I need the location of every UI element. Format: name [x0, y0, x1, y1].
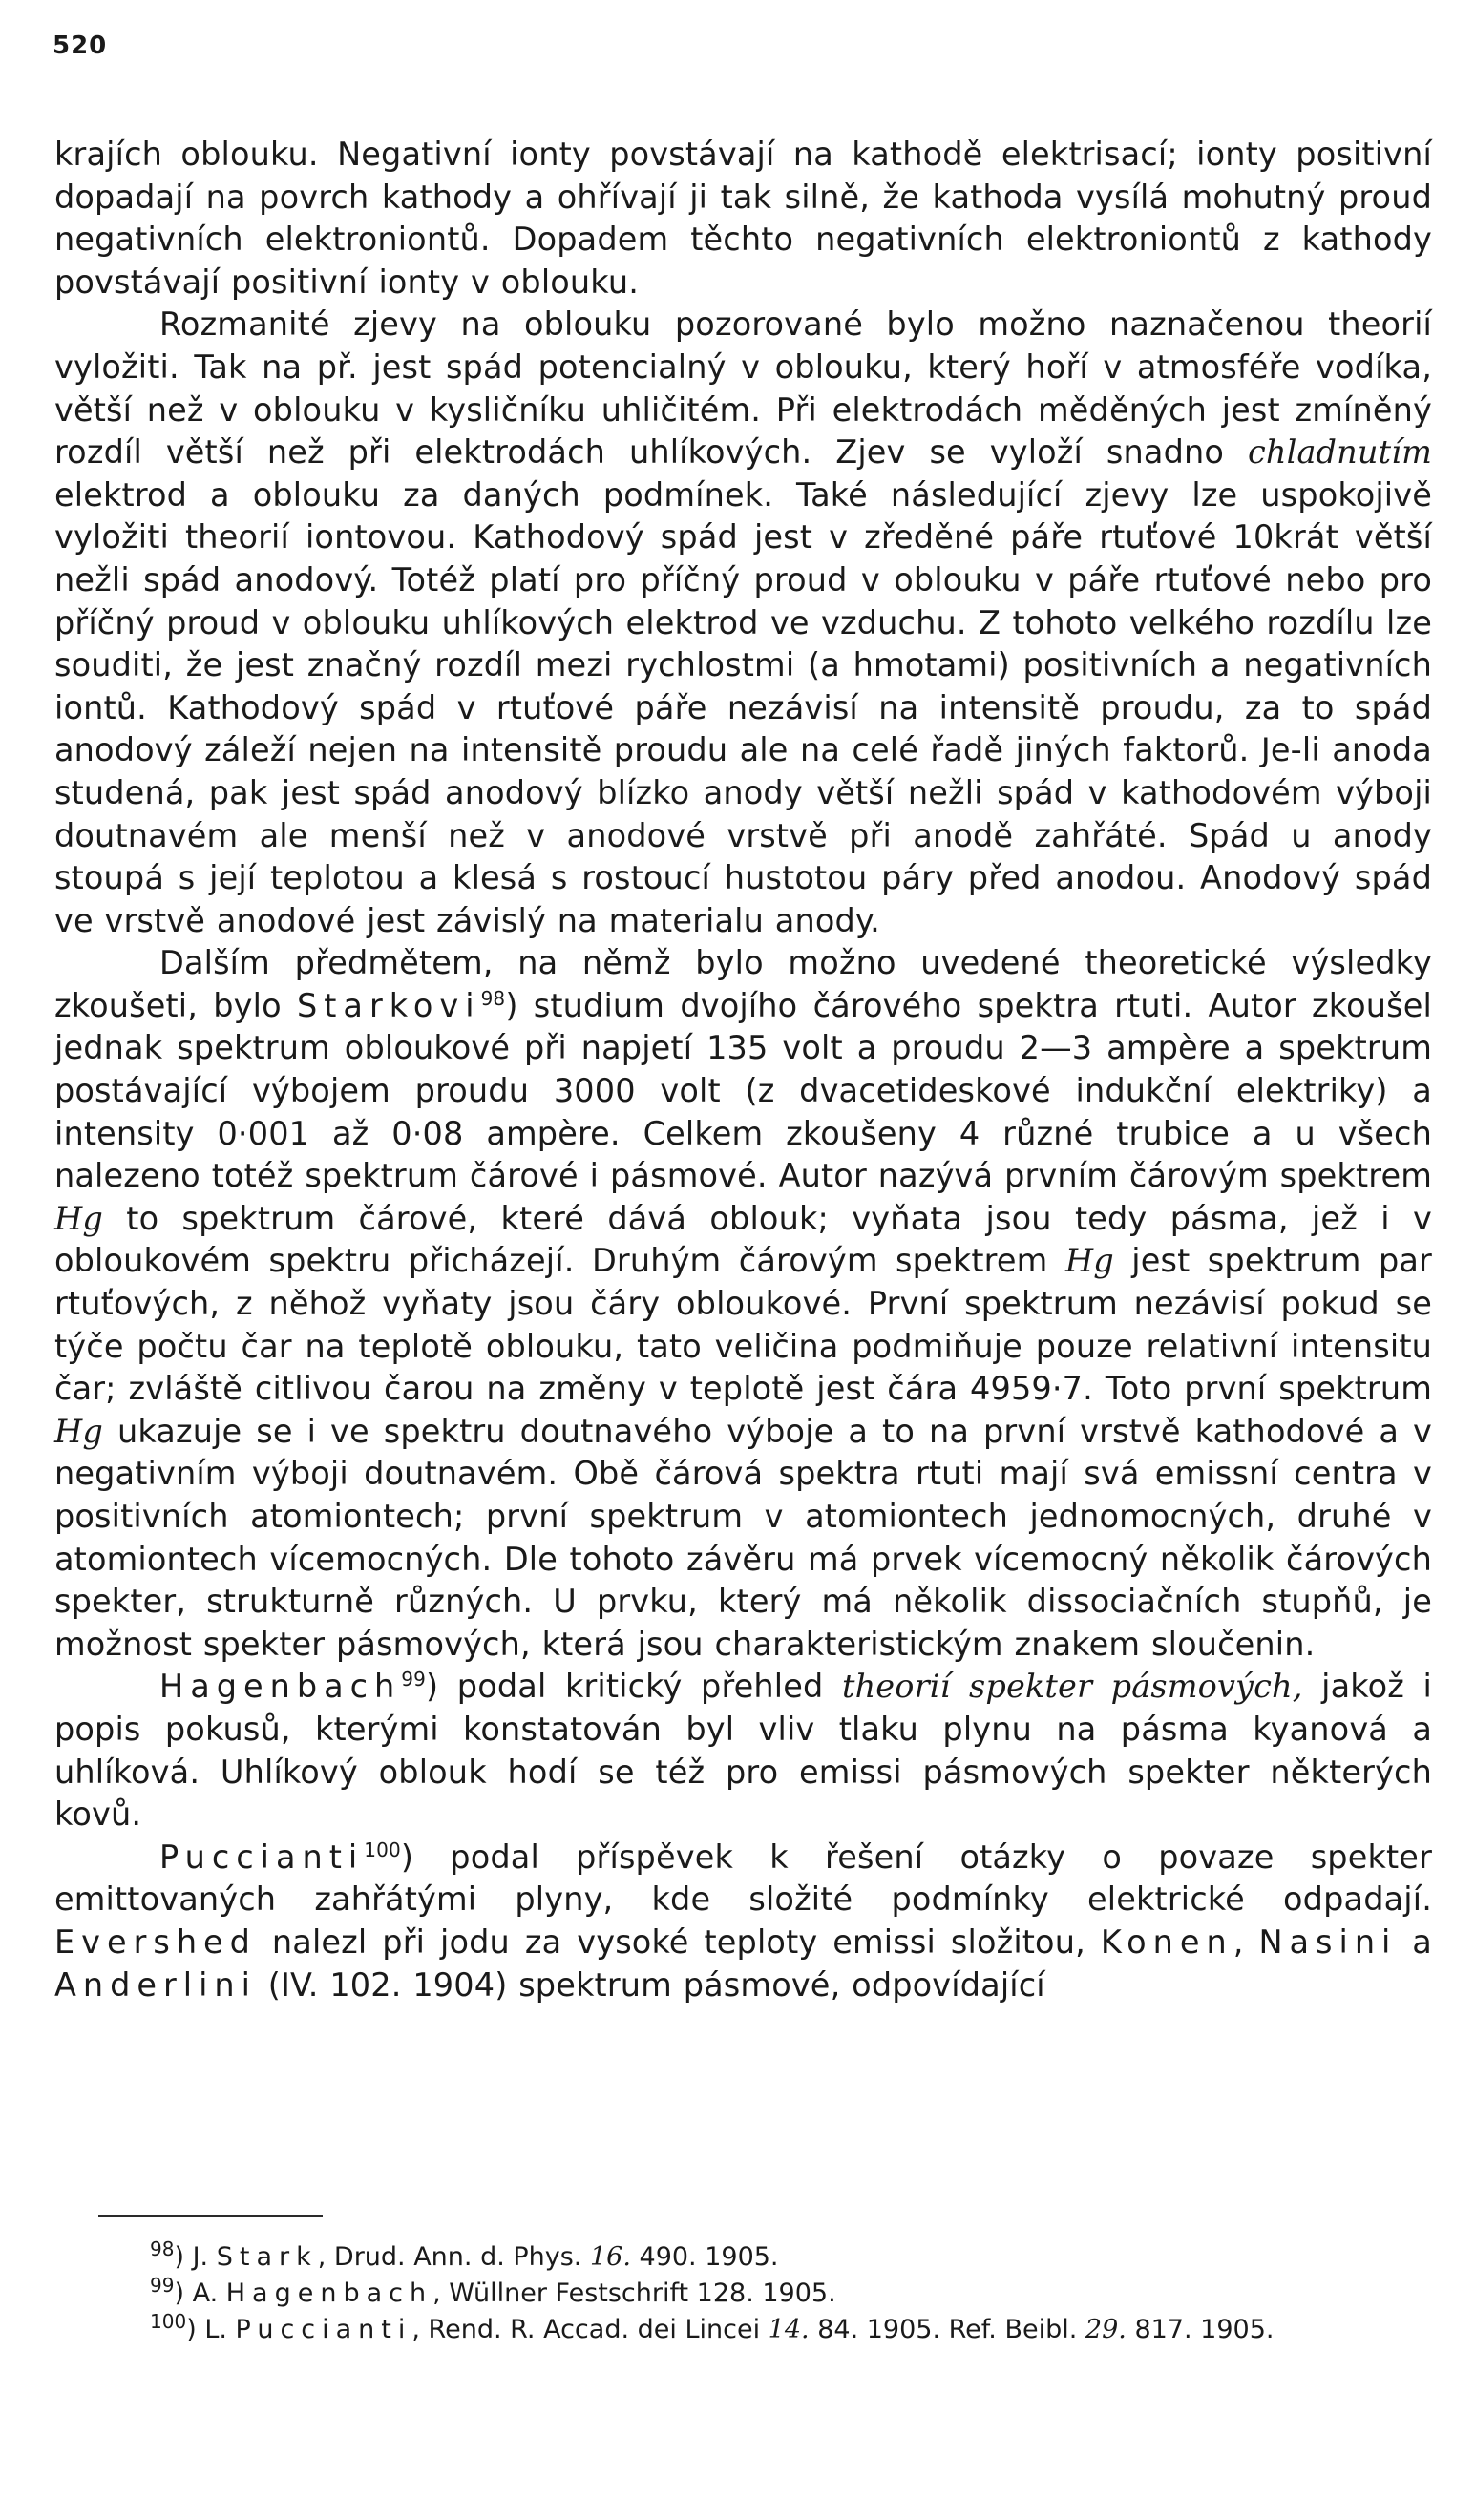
text-run: to spektrum čárové, které dává oblouk; vyňata jsou tedy pásma, jež i v obloukovém spektru přicházejí. Druhým čárovým spektrem: [54, 1199, 1432, 1280]
footnote-mark: 100: [150, 2310, 187, 2333]
footnote: [54, 2312, 1432, 2348]
paragraph: [54, 134, 1432, 304]
footnote: [54, 2239, 1432, 2276]
text-run: J.: [192, 2242, 217, 2272]
text-run: 817. 1905.: [1126, 2315, 1275, 2344]
text-run: 84. 1905. Ref. Beibl.: [809, 2315, 1085, 2344]
footnote-ref: 99: [401, 1668, 427, 1691]
text-run: krajích oblouku. Negativní ionty povstávají na kathodě elektrisací; ionty positivní dopadají na povrch kathody a ohřívají ji tak silně, že kathoda vysílá mohutný proud negativních elektroniontů. Dopadem těchto negativních elektroniontů z kathody povstávají positivní ionty v oblouku.: [54, 136, 1432, 301]
text-run: ) studium dvojího čárového spektra rtuti. Autor zkoušel jednak spektrum obloukové při napjetí 135 volt a proudu 2—3 ampère a spektrum postávající výbojem proudu 3000 volt (z dvacetideskové indukční elektriky) a intensity 0·001 až 0·08 ampère. Celkem zkoušeny 4 různé trubice a u všech nalezeno totéž spektrum čárové i pásmové. Autor nazývá prvním čárovým spektrem: [54, 986, 1432, 1195]
text-run: (IV. 102. 1904) spektrum pásmové, odpovídající: [256, 1965, 1045, 2004]
paragraph: [54, 1837, 1432, 2006]
page-number: 520: [53, 32, 108, 60]
author-name: Nasini: [1258, 1922, 1398, 1961]
text-run: elektrod a oblouku za daných podmínek. Také následující zjevy lze uspokojivě vyložiti theorií iontovou. Kathodový spád jest v zředěné páře rtuťové 10krát větší nežli spád anodový. Totéž platí pro příčný proud v oblouku v páře rtuťové nebo pro příčný proud v oblouku uhlíkových elektrod ve vzduchu. Z tohoto velkého rozdílu lze souditi, že jest značný rozdíl mezi rychlostmi (a hmotami) positivních a negativních iontů. Kathodový spád v rtuťové páře nezávisí na intensitě proudu, za to spád anodový záleží nejen na intensitě proudu ale na celé řadě jiných faktorů. Je-li anoda studená, pak jest spád anodový blízko anody větší nežli spád v kathodovém výboji doutnavém ale menší než v anodové vrstvě při anodě zahřáté. Spád u anody stoupá s její teplotou a klesá s rostoucí hustotou páry před anodou. Anodový spád ve vrstvě anodové jest závislý na materialu anody.: [54, 475, 1432, 939]
text-run: , Drud. Ann. d. Phys.: [317, 2242, 590, 2272]
footnote-paren: ): [186, 2315, 205, 2344]
footnote-ref: 100: [364, 1838, 401, 1861]
text-run: jakož i popis pokusů, kterými konstatován byl vliv tlaku plynu na pásma kyanová a uhlíková. Uhlíkový oblouk hodí se též pro emissi pásmových spekter některých kovů.: [54, 1668, 1432, 1834]
italic-text: chladnutím: [1247, 433, 1432, 472]
footnote-paren: ): [174, 2242, 193, 2272]
author-name: Starkovi: [297, 986, 481, 1024]
text-run: a: [1397, 1922, 1432, 1961]
text-run: nalezl při jodu za vysoké teploty emissi složitou,: [256, 1922, 1101, 1961]
footnote-ref: 98: [480, 986, 506, 1010]
author-name: Puccianti: [235, 2315, 412, 2344]
author-name: Evershed: [54, 1922, 257, 1961]
text-run: jest spektrum par rtuťových, z něhož vyňaty jsou čáry obloukové. První spektrum nezávisí pokud se týče počtu čar na teplotě oblouku, tato veličina podmiňuje pouze relativní intensitu čar; zvláště citlivou čarou na změny v teplotě jest čára 4959·7. Toto první spektrum: [54, 1242, 1432, 1408]
italic-text: 14.: [768, 2315, 810, 2344]
footnote-paren: ): [174, 2278, 193, 2308]
paragraph: [54, 1666, 1432, 1836]
text-run: Dalším předmětem, na němž bylo možno uvedené theoretické výsledky zkoušeti, bylo: [54, 944, 1432, 1024]
author-name: Hagenbach: [225, 2278, 433, 2308]
author-name: Puccianti: [159, 1838, 365, 1876]
italic-text: Hg: [1064, 1242, 1114, 1280]
italic-text: Hg: [54, 1412, 103, 1450]
text-run: ukazuje se i ve spektru doutnavého výboje a to na první vrstvě kathodové a v negativním výboji doutnavém. Obě čárová spektra rtuti mají svá emissní centra v positivních atomiontech; první spektrum v atomiontech jednomocných, druhé v atomiontech vícemocných. Dle tohoto závěru má prvek vícemocný několik čárových spekter, strukturně různých. U prvku, který má několik dissociačních stupňů, je možnost spekter pásmových, která jsou charakteristickým znakem sloučenin.: [54, 1412, 1432, 1663]
author-name: Anderlini: [54, 1965, 257, 2004]
italic-text: Hg: [54, 1199, 103, 1237]
paragraph: [54, 942, 1432, 1666]
footnote-mark: 99: [150, 2274, 175, 2297]
paragraph: [54, 304, 1432, 942]
footnote-mark: 98: [150, 2237, 175, 2260]
text-run: , Wüllner Festschrift 128. 1905.: [432, 2278, 836, 2308]
footnote-rule: [98, 2215, 323, 2217]
text-run: Rozmanité zjevy na oblouku pozorované bylo možno naznačenou theorií vyložiti. Tak na př. jest spád potencialný v oblouku, který hoří v atmosféře vodíka, větší než v oblouku v kysličníku uhličitém. Při elektrodách měděných jest zmíněný rozdíl větší než při elektrodách uhlíkových. Zjev se vyloží snadno: [54, 305, 1432, 472]
body-text: [54, 134, 1432, 2006]
italic-text: theorií spekter pásmových,: [841, 1668, 1303, 1706]
footnote: [54, 2276, 1432, 2312]
italic-text: 16.: [589, 2242, 631, 2272]
text-run: ) podal kritický přehled: [426, 1668, 842, 1706]
text-run: 490. 1905.: [630, 2242, 779, 2272]
author-name: Stark: [216, 2242, 318, 2272]
italic-text: 29.: [1085, 2315, 1127, 2344]
text-run: , Rend. R. Accad. dei Lincei: [411, 2315, 769, 2344]
text-run: A.: [192, 2278, 226, 2308]
text-run: ) podal příspěvek k řešení otázky o povaze spekter emittovaných zahřátými plyny, kde složité podmínky elektrické odpadají.: [54, 1838, 1432, 1919]
text-run: ,: [1233, 1922, 1259, 1961]
text-run: L.: [204, 2315, 236, 2344]
author-name: Hagenbach: [159, 1668, 402, 1706]
author-name: Konen: [1100, 1922, 1233, 1961]
footnotes: [54, 2239, 1432, 2348]
